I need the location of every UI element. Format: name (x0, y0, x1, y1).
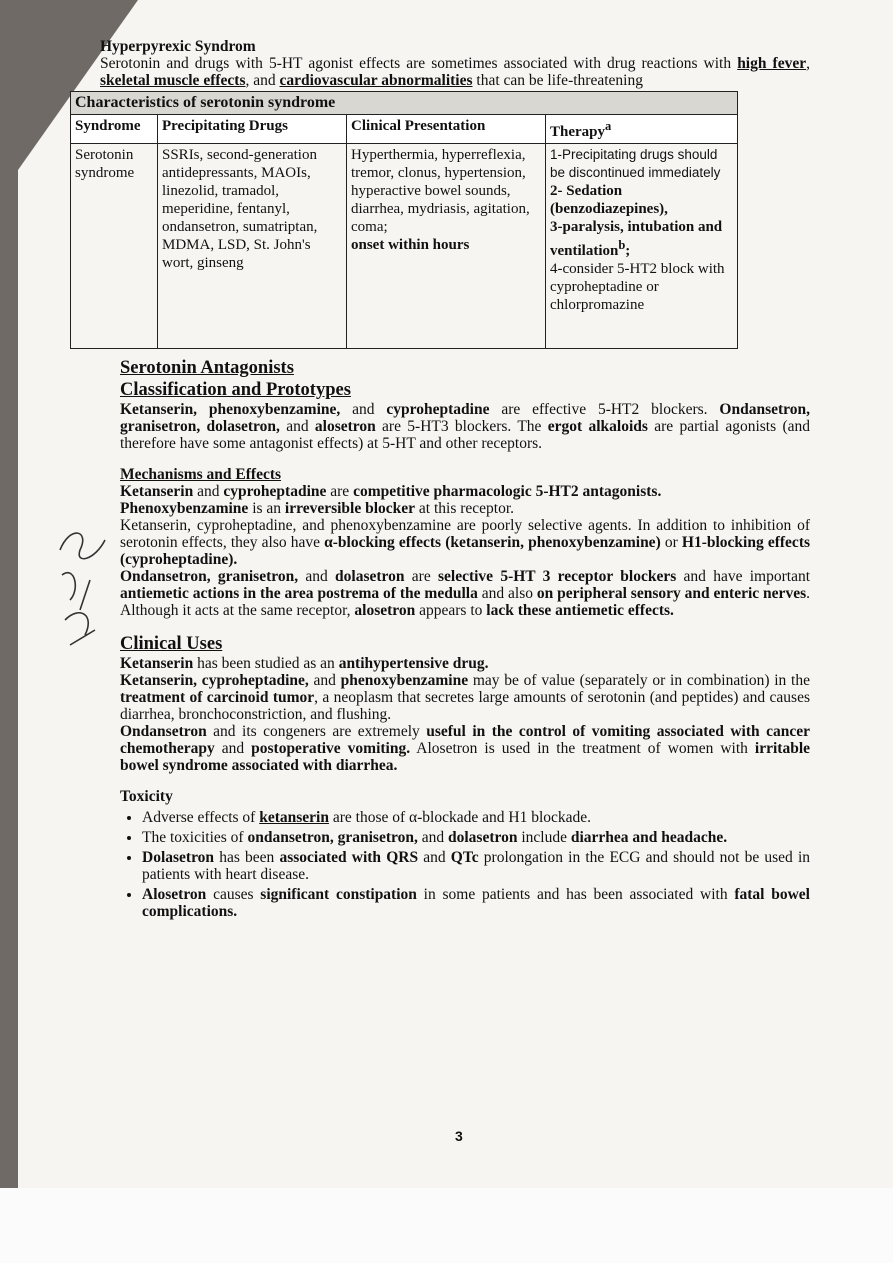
text: cyproheptadine (223, 483, 327, 500)
hyperpyrexic-paragraph (100, 55, 810, 89)
text: irreversible blocker (284, 500, 416, 517)
text: alosetron (354, 602, 416, 619)
text: Ketanserin (120, 655, 194, 672)
text: Serotonin and drugs with 5-HT agonist effects are sometimes associated with drug reactions with (100, 55, 738, 72)
text: may be of value (separately or in combination) in the (468, 672, 810, 689)
text: postoperative vomiting. (251, 740, 411, 757)
page-content (75, 38, 811, 923)
text: antihypertensive drug. (338, 655, 489, 672)
text: are (326, 483, 354, 500)
text: Hyperthermia, hyperreflexia, tremor, clonus, hypertension, hyperactive bowel sounds, diarrhea, mydriasis, agitation, coma; (351, 147, 530, 235)
list-item (142, 886, 810, 920)
text: and have important (676, 568, 811, 585)
text: and also (477, 585, 537, 602)
text: and (418, 849, 451, 866)
text: has been (214, 849, 280, 866)
text: has been studied as an (193, 655, 339, 672)
text: and (214, 740, 252, 757)
text: fatal bowel complications. (142, 886, 810, 920)
page-background (0, 1188, 893, 1263)
list-item (142, 829, 810, 846)
text: prolongation in the ECG and should not be used in patients with heart disease. (142, 849, 810, 883)
classification-paragraph (120, 401, 810, 452)
footnote-a: a (605, 119, 612, 133)
text: associated with QRS (279, 849, 419, 866)
text: are effective 5-HT2 blockers. (489, 401, 720, 418)
text: Dolasetron (142, 849, 215, 866)
text: , and (245, 72, 280, 89)
therapy-1: 1-Precipitating drugs should be discontinued immediately (550, 147, 721, 180)
text: The toxicities of (142, 829, 248, 846)
clinical-paragraph (120, 655, 810, 774)
onset-text: onset within hours (351, 237, 470, 253)
text: and (193, 483, 224, 500)
text: Adverse effects of (142, 809, 260, 826)
text: , a neoplasm that secretes large amounts of serotonin (and peptides) and causes diarrhea, bronchoconstriction, and flushing. (120, 689, 810, 723)
text: ergot alkaloids (547, 418, 648, 435)
text: Ondansetron (120, 723, 207, 740)
text: Therapy (550, 124, 606, 140)
text: Alosetron (142, 886, 207, 903)
text: competitive pharmacologic 5-HT2 antagonists. (353, 483, 662, 500)
term-cardio: cardiovascular abnormalities (279, 72, 473, 89)
text: Ketanserin (120, 483, 194, 500)
mechanisms-title: Mechanisms and Effects (120, 466, 282, 483)
clinical-title: Clinical Uses (120, 634, 223, 654)
cell-syndrome: Serotonin syndrome (71, 144, 158, 349)
header-drugs: Precipitating Drugs (158, 115, 347, 144)
text: Ondansetron, granisetron, (120, 568, 299, 585)
text: Ketanserin, cyproheptadine, and phenoxybenzamine are poorly selective agents. In addition to inhibition of serotonin effects, they also have (120, 517, 810, 551)
text: appears to (415, 602, 487, 619)
table-caption: Characteristics of serotonin syndrome (71, 92, 738, 115)
term-skeletal: skeletal muscle effects (100, 72, 246, 89)
text: and (417, 829, 448, 846)
text: are (404, 568, 438, 585)
text: diarrhea and headache. (570, 829, 728, 846)
text: dolasetron (335, 568, 405, 585)
mechanisms-paragraph (120, 483, 810, 619)
text: on peripheral sensory and enteric nerves (536, 585, 807, 602)
text: α-blocking effects (ketanserin, phenoxybenzamine) (324, 534, 661, 551)
text: lack these antiemetic effects. (486, 602, 674, 619)
text: ; (625, 243, 631, 259)
text: are those of α-blockade and H1 blockade. (328, 809, 592, 826)
text: in some patients and has been associated with (416, 886, 735, 903)
text: alosetron (314, 418, 376, 435)
text: Ketanserin, phenoxybenzamine, (120, 401, 341, 418)
text: include (517, 829, 571, 846)
cell-drugs: SSRIs, second-generation antidepressants, MAOIs, linezolid, tramadol, meperidine, fentanyl, ondansetron, sumatriptan, MDMA, LSD, St. John's wort, ginseng (158, 144, 347, 349)
text: H1-blocking effects (cyproheptadine). (120, 534, 811, 568)
text: , (806, 55, 810, 72)
text: causes (206, 886, 261, 903)
text: and (279, 418, 315, 435)
text: is an (248, 500, 285, 517)
text: QTc (450, 849, 479, 866)
footnote-b: b (618, 238, 626, 252)
text: Alosetron is used in the treatment of women with (410, 740, 755, 757)
text: dolasetron (448, 829, 518, 846)
text: . Although it acts at the same receptor, (120, 585, 810, 619)
text: ketanserin (259, 809, 329, 826)
header-therapy (546, 115, 738, 144)
cell-presentation (347, 144, 546, 349)
text: cyproheptadine (386, 401, 490, 418)
text: treatment of carcinoid tumor (120, 689, 315, 706)
text: that can be life-threatening (472, 72, 643, 89)
therapy-2: 2- Sedation (benzodiazepines), (550, 183, 668, 217)
antagonists-title: Serotonin Antagonists (120, 358, 294, 378)
text: Ondansetron, granisetron, dolasetron, (120, 401, 810, 435)
text: antiemetic actions in the area postrema of the medulla (120, 585, 478, 602)
header-syndrome: Syndrome (71, 115, 158, 144)
text: at this receptor. (415, 500, 515, 517)
term-high-fever: high fever (737, 55, 807, 72)
text: and (308, 672, 341, 689)
text: Ketanserin, cyproheptadine, (120, 672, 309, 689)
toxicity-list (120, 809, 810, 920)
text: irritable bowel syndrome associated with diarrhea. (120, 740, 811, 774)
cell-therapy (546, 144, 738, 349)
text: and (298, 568, 336, 585)
toxicity-title: Toxicity (120, 788, 173, 805)
serotonin-syndrome-table (70, 91, 738, 349)
text: are 5-HT3 blockers. The (375, 418, 548, 435)
section-title: Hyperpyrexic Syndrom (100, 38, 256, 55)
therapy-4: 4-consider 5-HT2 block with cyproheptadine or chlorpromazine (550, 261, 725, 313)
text: significant constipation (260, 886, 417, 903)
text: are partial agonists (and therefore have some antagonist effects) at 5-HT and other receptors. (120, 418, 810, 452)
text: phenoxybenzamine (340, 672, 469, 689)
text: useful in the control of vomiting associated with cancer chemotherapy (120, 723, 810, 757)
text: selective 5-HT 3 receptor blockers (437, 568, 677, 585)
header-presentation: Clinical Presentation (347, 115, 546, 144)
text: Phenoxybenzamine (120, 500, 249, 517)
list-item (142, 809, 810, 826)
text: ondansetron, granisetron, (247, 829, 418, 846)
text: and its congeners are extremely (206, 723, 427, 740)
therapy-3: 3-paralysis, intubation and ventilation (550, 219, 723, 259)
classification-title: Classification and Prototypes (120, 380, 351, 400)
page-number: 3 (455, 1128, 463, 1144)
text: or (660, 534, 682, 551)
list-item (142, 849, 810, 883)
text: and (340, 401, 387, 418)
